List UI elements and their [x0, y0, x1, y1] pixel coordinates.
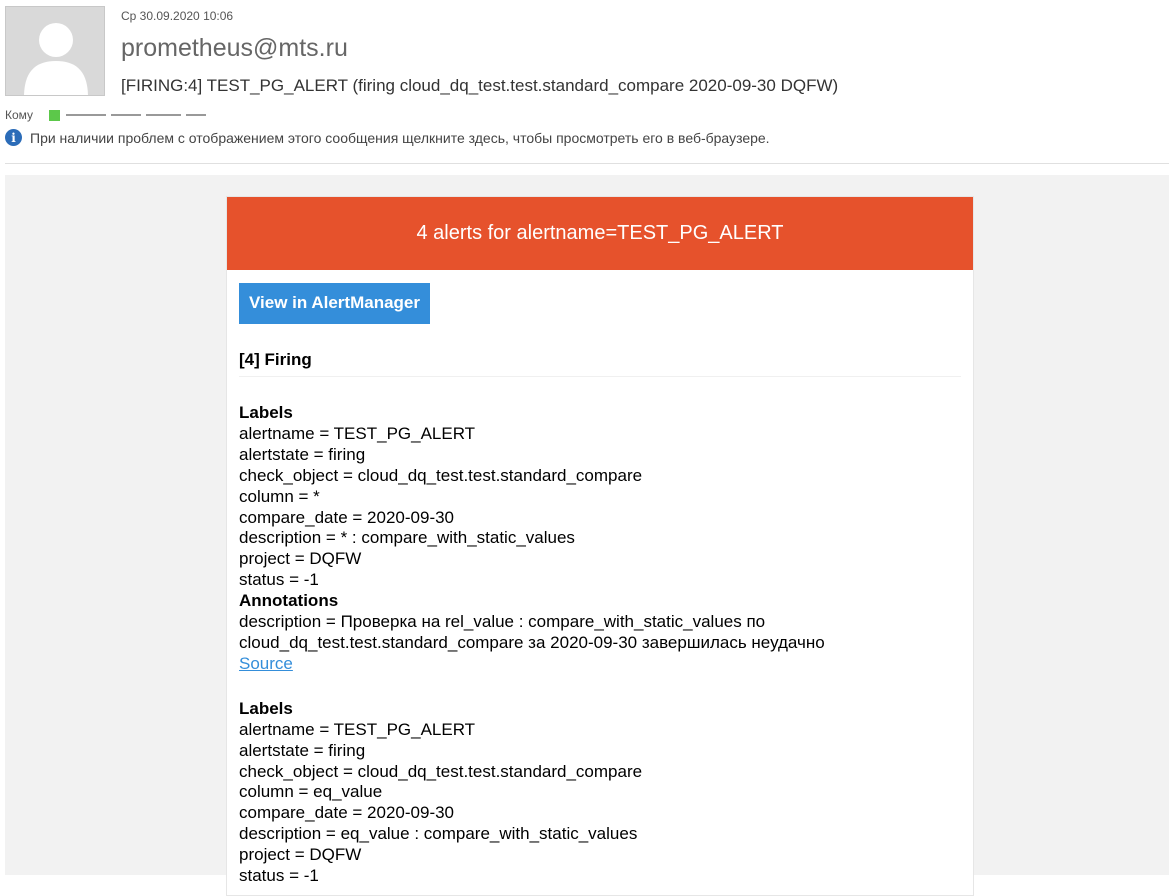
default-person-icon	[6, 7, 105, 96]
label-line: alertname = TEST_PG_ALERT	[239, 719, 476, 739]
alert-block	[239, 403, 961, 675]
annotations-heading: Annotations	[239, 591, 339, 611]
label-line: description = * : compare_with_static_values	[239, 528, 575, 548]
alert-email-card	[226, 196, 974, 896]
sender-avatar	[5, 6, 105, 96]
annotation-line: description = Проверка на rel_value : compare_with_static_values по	[239, 612, 766, 632]
label-line: check_object = cloud_dq_test.test.standard_compare	[239, 465, 643, 485]
header-divider	[5, 163, 1169, 164]
firing-section-title: [4] Firing	[239, 350, 961, 377]
info-icon: i	[5, 129, 22, 146]
label-line: column = eq_value	[239, 782, 383, 802]
to-label: Кому	[5, 108, 34, 122]
recipients-row	[5, 107, 256, 123]
source-link[interactable]: Source	[239, 653, 293, 673]
label-line: description = eq_value : compare_with_static_values	[239, 824, 638, 844]
label-line: check_object = cloud_dq_test.test.standard_compare	[239, 761, 643, 781]
annotation-line: cloud_dq_test.test.standard_compare за 2020-09-30 завершилась неудачно	[239, 632, 825, 652]
label-line: compare_date = 2020-09-30	[239, 803, 455, 823]
banner-title: 4 alerts for alertname=TEST_PG_ALERT	[416, 222, 784, 244]
label-line: compare_date = 2020-09-30	[239, 507, 455, 527]
sender-address[interactable]: prometheus@mts.ru	[121, 34, 348, 62]
web-view-notice-text: При наличии проблем с отображением этого сообщения щелкните здесь, чтобы просмотреть его в веб-браузере.	[30, 129, 770, 146]
label-line: column = *	[239, 486, 320, 506]
label-line: alertname = TEST_PG_ALERT	[239, 423, 476, 443]
presence-status-icon	[49, 110, 60, 121]
message-subject: [FIRING:4] TEST_PG_ALERT (firing cloud_dq_test.test.standard_compare 2020-09-30 DQFW)	[121, 76, 839, 95]
alert-block	[239, 699, 961, 887]
label-line: project = DQFW	[239, 549, 362, 569]
view-in-alertmanager-button[interactable]: View in AlertManager	[239, 283, 430, 324]
recipient-name-redacted[interactable]	[66, 112, 256, 118]
labels-heading: Labels	[239, 698, 293, 718]
label-line: alertstate = firing	[239, 444, 366, 464]
web-view-notice[interactable]	[5, 129, 770, 146]
label-line: status = -1	[239, 570, 319, 590]
message-date: Ср 30.09.2020 10:06	[121, 9, 234, 23]
label-line: project = DQFW	[239, 845, 362, 865]
label-line: status = -1	[239, 866, 319, 886]
alert-banner	[227, 197, 973, 270]
label-line: alertstate = firing	[239, 740, 366, 760]
labels-heading: Labels	[239, 403, 293, 422]
